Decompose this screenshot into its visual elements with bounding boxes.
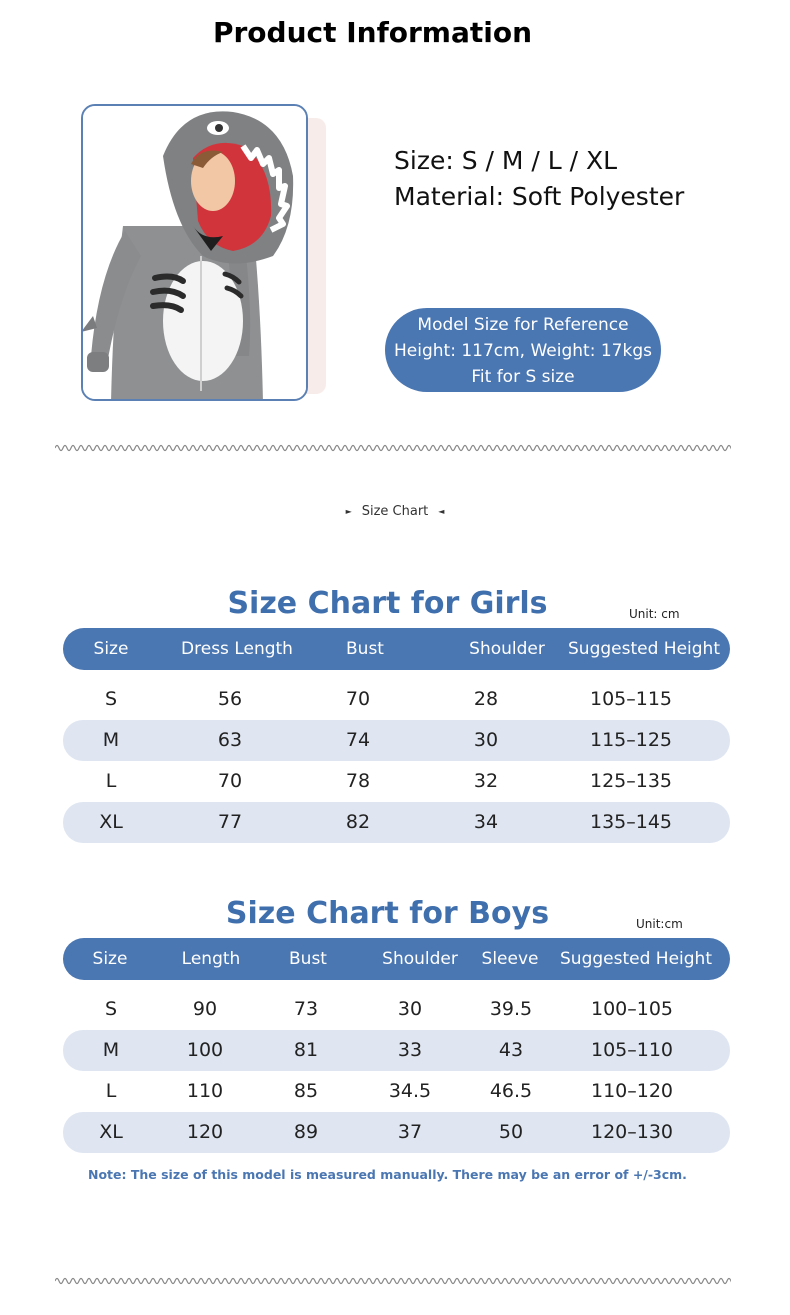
table-cell: 120 <box>186 1121 224 1143</box>
column-header: Dress Length <box>181 639 293 659</box>
model-badge-line-3: Fit for S size <box>471 367 575 387</box>
right-pointer-icon: ► <box>345 507 352 516</box>
table-cell: 100 <box>186 1039 224 1061</box>
product-photo <box>81 104 308 401</box>
table-cell: 100–105 <box>590 998 674 1020</box>
table-cell: 120–130 <box>590 1121 674 1143</box>
girls-chart-title: Size Chart for Girls <box>227 586 548 621</box>
girls-unit-label: Unit: cm <box>629 607 680 621</box>
table-cell: 135–145 <box>589 811 673 833</box>
table-cell: 105–110 <box>590 1039 674 1061</box>
table-cell: 115–125 <box>589 729 673 751</box>
left-pointer-icon: ◄ <box>438 507 445 516</box>
table-cell: 73 <box>293 998 319 1020</box>
table-header <box>63 938 730 980</box>
table-cell: 39.5 <box>489 998 533 1020</box>
table-cell: 85 <box>293 1080 319 1102</box>
size-chart-link[interactable] <box>0 504 790 519</box>
table-cell: 50 <box>498 1121 524 1143</box>
model-badge-line-1: Model Size for Reference <box>417 315 629 335</box>
table-cell: 28 <box>473 688 499 710</box>
model-size-badge <box>385 308 661 392</box>
table-cell: 110–120 <box>590 1080 674 1102</box>
column-header: Bust <box>289 949 327 969</box>
table-cell: XL <box>99 1121 123 1143</box>
table-cell: L <box>105 1080 117 1102</box>
table-row <box>63 679 730 720</box>
table-cell: 30 <box>397 998 423 1020</box>
table-cell: 46.5 <box>489 1080 533 1102</box>
column-header: Length <box>181 949 241 969</box>
page-title: Product Information <box>212 16 533 49</box>
wavy-divider <box>55 1275 731 1287</box>
boys-chart-title: Size Chart for Boys <box>225 896 550 931</box>
table-cell: XL <box>99 811 123 833</box>
table-row <box>63 720 730 761</box>
table-row <box>63 1112 730 1153</box>
wavy-divider <box>55 442 731 454</box>
girls-size-table <box>63 628 730 843</box>
size-options-text: Size: S / M / L / XL <box>394 146 618 175</box>
shark-costume-illustration <box>83 106 308 401</box>
table-row <box>63 989 730 1030</box>
boys-size-table <box>63 938 730 1153</box>
table-header <box>63 628 730 670</box>
table-cell: 81 <box>293 1039 319 1061</box>
table-cell: 90 <box>192 998 218 1020</box>
table-cell: 89 <box>293 1121 319 1143</box>
table-cell: 32 <box>473 770 499 792</box>
table-cell: 43 <box>498 1039 524 1061</box>
column-header: Bust <box>346 639 384 659</box>
table-row <box>63 761 730 802</box>
table-cell: 70 <box>217 770 243 792</box>
table-cell: 33 <box>397 1039 423 1061</box>
table-cell: 56 <box>217 688 243 710</box>
table-cell: 34.5 <box>388 1080 432 1102</box>
table-cell: 125–135 <box>589 770 673 792</box>
column-header: Suggested Height <box>568 639 720 659</box>
table-cell: 78 <box>345 770 371 792</box>
model-badge-line-2: Height: 117cm, Weight: 17kgs <box>394 341 652 361</box>
table-cell: M <box>102 1039 120 1061</box>
table-cell: 30 <box>473 729 499 751</box>
table-cell: 70 <box>345 688 371 710</box>
column-header: Size <box>92 949 128 969</box>
material-text: Material: Soft Polyester <box>394 182 685 211</box>
table-row <box>63 802 730 843</box>
table-cell: 77 <box>217 811 243 833</box>
column-header: Shoulder <box>382 949 458 969</box>
table-row <box>63 1071 730 1112</box>
table-cell: 37 <box>397 1121 423 1143</box>
column-header: Sleeve <box>481 949 539 969</box>
table-cell: 82 <box>345 811 371 833</box>
table-row <box>63 1030 730 1071</box>
column-header: Shoulder <box>469 639 545 659</box>
boys-unit-label: Unit:cm <box>636 917 683 931</box>
table-cell: 74 <box>345 729 371 751</box>
table-cell: 34 <box>473 811 499 833</box>
table-cell: L <box>105 770 117 792</box>
measurement-note: Note: The size of this model is measured manually. There may be an error of +/-3cm. <box>88 1167 687 1182</box>
table-cell: M <box>102 729 120 751</box>
size-chart-link-label: Size Chart <box>361 504 429 519</box>
column-header: Suggested Height <box>560 949 712 969</box>
table-cell: 63 <box>217 729 243 751</box>
table-cell: S <box>104 998 118 1020</box>
table-cell: 110 <box>186 1080 224 1102</box>
column-header: Size <box>93 639 129 659</box>
table-cell: 105–115 <box>589 688 673 710</box>
table-cell: S <box>104 688 118 710</box>
